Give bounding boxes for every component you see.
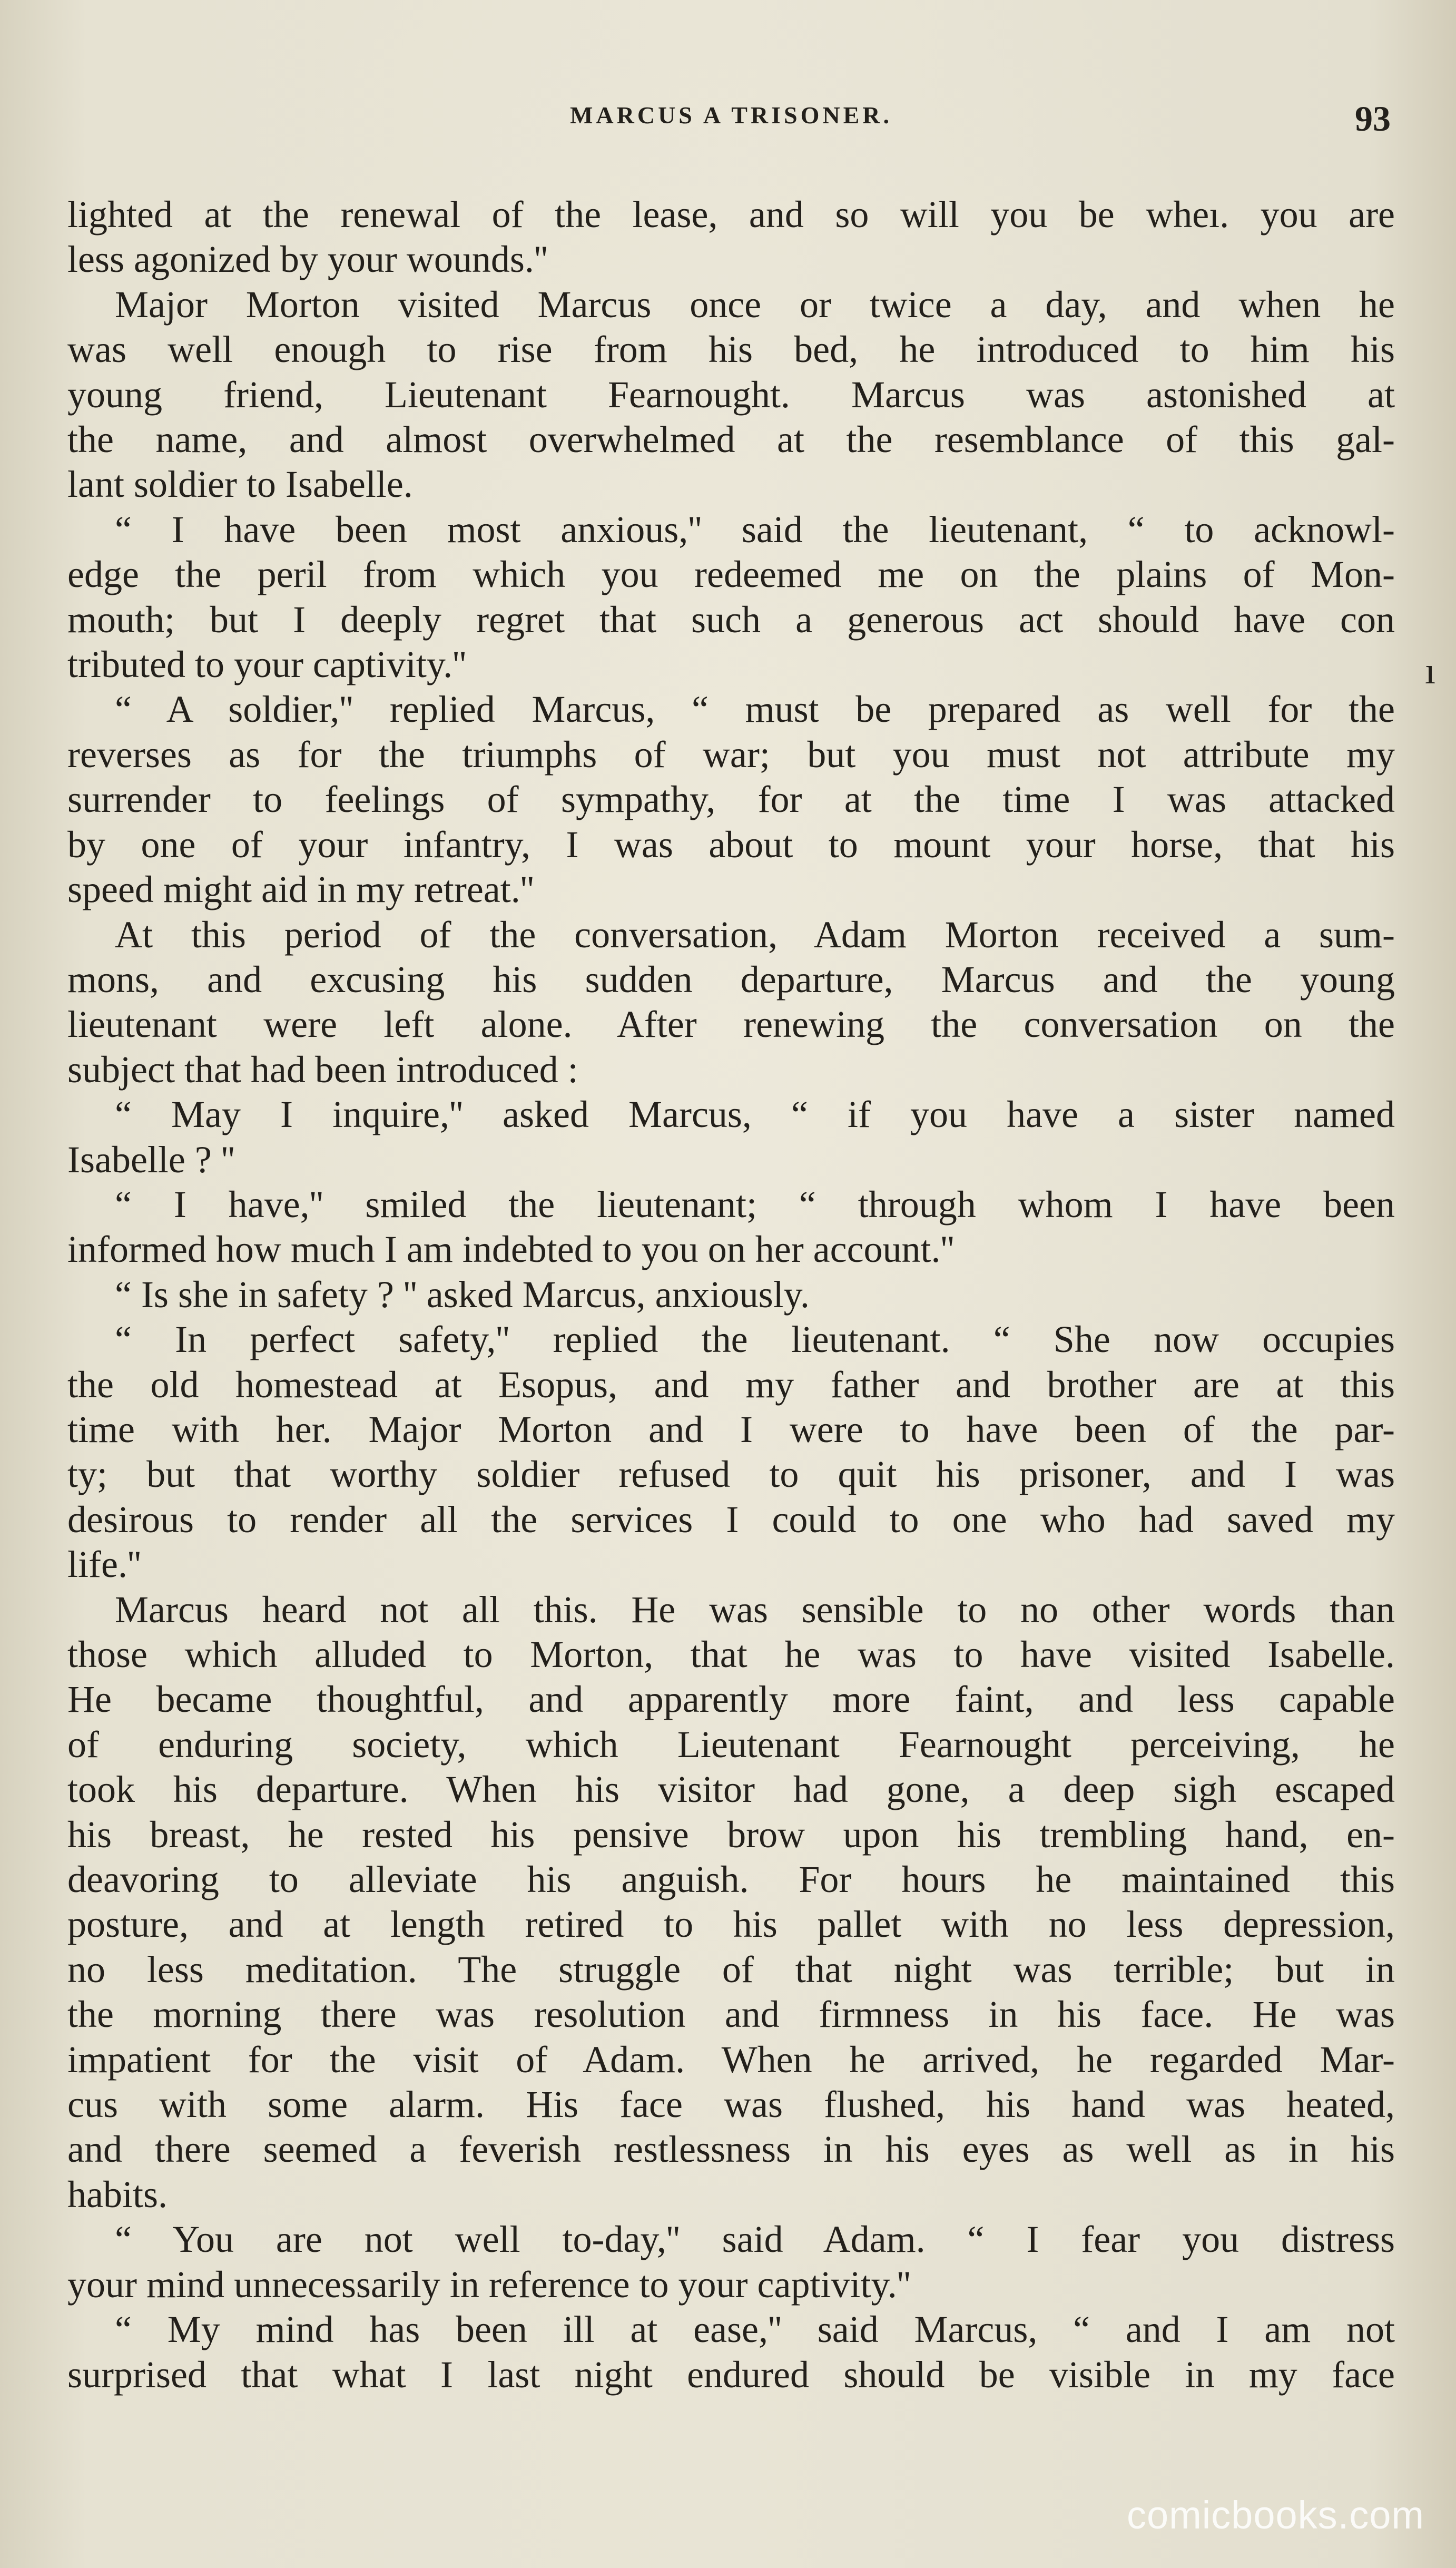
text-line: less agonized by your wounds.'' xyxy=(67,238,548,281)
page-header xyxy=(67,98,1395,145)
text-line: He became thoughtful, and apparently more faint, and less capable xyxy=(67,1678,1395,1721)
text-line: “ I have,'' smiled the lieutenant; “ through whom I have been xyxy=(115,1183,1395,1226)
text-line: ty; but that worthy soldier refused to quit his prisoner, and I was xyxy=(67,1453,1395,1496)
text-line: time with her. Major Morton and I were to have been of the par- xyxy=(67,1408,1395,1450)
text-line: posture, and at length retired to his pallet with no less depression, xyxy=(67,1903,1395,1946)
text-line: those which alluded to Morton, that he was to have visited Isabelle. xyxy=(67,1633,1395,1675)
text-line: “ My mind has been ill at ease,'' said Marcus, “ and I am not xyxy=(115,2308,1395,2351)
text-line: habits. xyxy=(67,2173,168,2216)
text-line: speed might aid in my retreat.'' xyxy=(67,868,534,911)
text-line: informed how much I am indebted to you on her account.'' xyxy=(67,1228,955,1271)
text-line: mouth; but I deeply regret that such a generous act should have con xyxy=(67,598,1395,641)
text-line: lant soldier to Isabelle. xyxy=(67,463,413,506)
running-head: MARCUS A TRISONER. xyxy=(570,102,892,129)
text-line: the morning there was resolution and firmness in his face. He was xyxy=(67,1993,1395,2036)
text-line: took his departure. When his visitor had gone, a deep sigh escaped xyxy=(67,1768,1395,1811)
text-line: “ In perfect safety,'' replied the lieutenant. “ She now occupies xyxy=(115,1318,1395,1361)
text-line: and there seemed a feverish restlessness in his eyes as well as in his xyxy=(67,2128,1395,2171)
text-line: no less meditation. The struggle of that night was terrible; but in xyxy=(67,1948,1395,1991)
stray-mark: ı xyxy=(1425,650,1436,692)
text-line: Major Morton visited Marcus once or twice a day, and when he xyxy=(115,283,1395,326)
text-line: was well enough to rise from his bed, he introduced to him his xyxy=(67,328,1395,371)
text-line: At this period of the conversation, Adam Morton received a sum- xyxy=(115,913,1395,956)
text-line: “ A soldier,'' replied Marcus, “ must be prepared as well for the xyxy=(115,688,1395,731)
text-line: reverses as for the triumphs of war; but you must not attribute my xyxy=(67,733,1395,776)
text-line: surrender to feelings of sympathy, for at the time I was attacked xyxy=(67,778,1395,821)
text-line: his breast, he rested his pensive brow upon his trembling hand, en- xyxy=(67,1813,1395,1856)
watermark-text: comicbooks.com xyxy=(1126,2493,1424,2537)
page-number: 93 xyxy=(1355,99,1391,139)
text-line: “ Is she in safety ? '' asked Marcus, anxiously. xyxy=(115,1273,810,1316)
text-line: desirous to render all the services I could to one who had saved my xyxy=(67,1498,1395,1541)
text-line: young friend, Lieutenant Fearnought. Marcus was astonished at xyxy=(67,373,1395,416)
text-line: Isabelle ? '' xyxy=(67,1138,235,1181)
text-line: cus with some alarm. His face was flushed, his hand was heated, xyxy=(67,2083,1395,2126)
body-text xyxy=(67,192,1395,2397)
text-line: the name, and almost overwhelmed at the resemblance of this gal- xyxy=(67,418,1395,461)
text-line: “ You are not well to-day,'' said Adam. “ I fear you distress xyxy=(115,2218,1395,2261)
text-line: “ May I inquire,'' asked Marcus, “ if you have a sister named xyxy=(115,1093,1395,1136)
text-line: deavoring to alleviate his anguish. For hours he maintained this xyxy=(67,1858,1395,1901)
text-line: impatient for the visit of Adam. When he arrived, he regarded Mar- xyxy=(67,2038,1395,2081)
text-line: lieutenant were left alone. After renewing the conversation on the xyxy=(67,1003,1395,1046)
text-line: Marcus heard not all this. He was sensible to no other words than xyxy=(115,1588,1395,1631)
text-line: of enduring society, which Lieutenant Fearnought perceiving, he xyxy=(67,1723,1395,1766)
text-line: life.'' xyxy=(67,1543,141,1586)
text-line: mons, and excusing his sudden departure, Marcus and the young xyxy=(67,958,1395,1001)
text-line: edge the peril from which you redeemed me on the plains of Mon- xyxy=(67,553,1395,596)
text-line: lighted at the renewal of the lease, and so will you be wheı. you are xyxy=(67,193,1395,236)
text-line: subject that had been introduced : xyxy=(67,1048,578,1091)
text-line: your mind unnecessarily in reference to your captivity.'' xyxy=(67,2263,911,2306)
text-line: surprised that what I last night endured should be visible in my face xyxy=(67,2353,1395,2396)
text-line: the old homestead at Esopus, and my father and brother are at this xyxy=(67,1363,1395,1406)
text-line: tributed to your captivity.'' xyxy=(67,643,467,686)
text-line: by one of your infantry, I was about to mount your horse, that his xyxy=(67,823,1395,866)
text-line: “ I have been most anxious,'' said the lieutenant, “ to acknowl- xyxy=(115,508,1395,551)
